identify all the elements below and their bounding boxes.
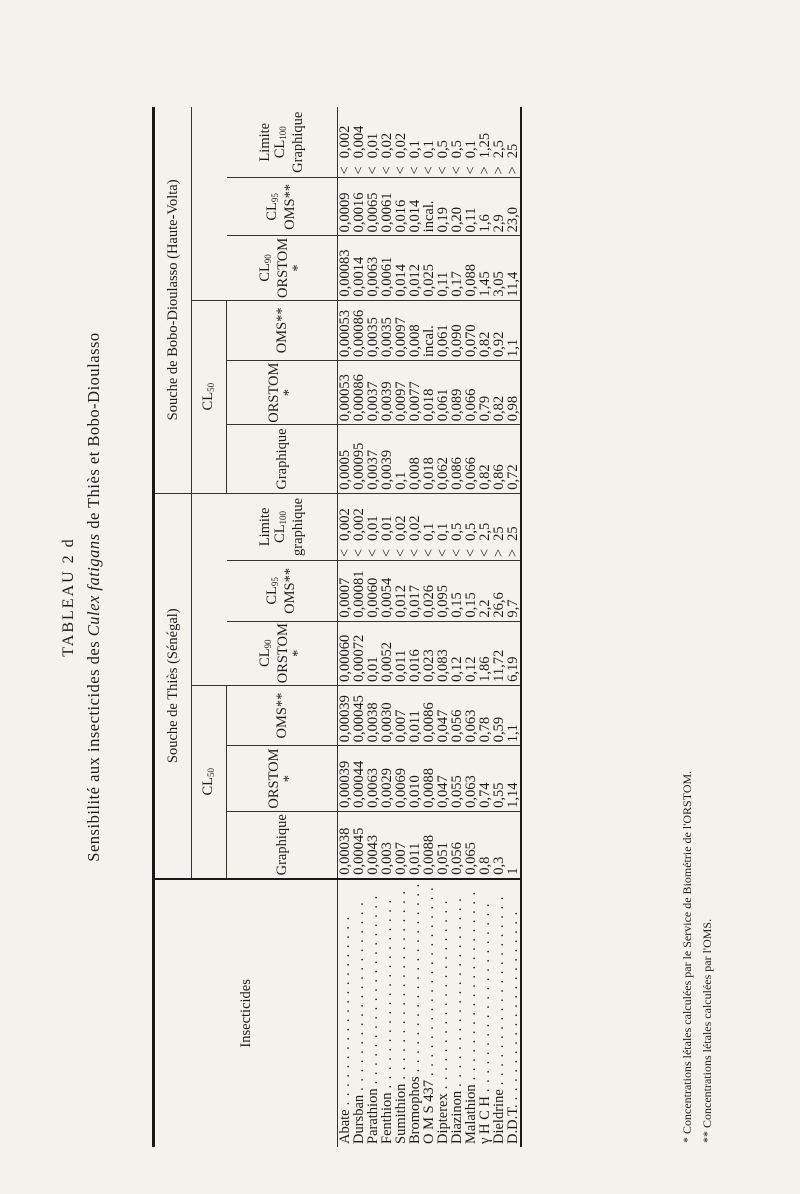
cell: 0,061	[435, 324, 451, 358]
cell: 0,0007	[337, 577, 353, 618]
cell: 0,011	[393, 649, 409, 682]
cell: 0,11	[435, 271, 451, 297]
cell: 0,20	[449, 206, 465, 233]
cell: 0,0035	[379, 317, 395, 358]
cell: 11,72	[491, 649, 507, 682]
cell: <	[393, 166, 409, 175]
cell: 0,15	[449, 592, 465, 618]
cell: 0,0035	[365, 317, 381, 358]
cell: <	[337, 166, 353, 175]
cell: 0,15	[463, 592, 479, 618]
cell: 0,12	[449, 656, 465, 682]
cell: Diazinon . . . . . . . . . . . . . . . . . . . . .	[449, 897, 465, 1144]
cell: 0,016	[407, 649, 423, 682]
cell: 0,00039	[337, 695, 353, 743]
cell: 0,047	[435, 775, 451, 808]
bobo-cl50-oms-values	[338, 300, 522, 360]
table-subtitle: Sensibilité aux insecticides des Culex fatigans de Thiès et Bobo-Dioulasso	[84, 332, 103, 862]
bobo-col-orstom: ORSTOM *	[227, 361, 338, 425]
cell: <	[365, 548, 381, 558]
cell: 0,82	[477, 464, 493, 490]
cell: 0,007	[393, 709, 409, 743]
bobo-limite-values	[338, 107, 522, 178]
cell: 1,6	[477, 214, 493, 233]
cell: 0,017	[407, 584, 423, 618]
cell: Fenthion . . . . . . . . . . . . . . . . . . . . .	[379, 898, 395, 1144]
cell: 1,25	[477, 132, 493, 159]
cell: 0,01	[379, 515, 395, 541]
cell: 1,14	[505, 782, 521, 808]
cell: incal.	[421, 325, 437, 358]
thies-other-header	[192, 493, 227, 685]
cell: 0,02	[407, 515, 423, 541]
cell: 0,063	[463, 775, 479, 808]
thies-col-orstom: ORSTOM *	[227, 746, 338, 812]
cell: 0,00053	[337, 309, 353, 358]
sensitivity-table	[152, 107, 522, 1147]
cell: 0,74	[477, 782, 493, 808]
cell: 0,016	[393, 199, 409, 233]
cell: 0,79	[477, 395, 493, 422]
cell: 0,090	[449, 324, 465, 358]
cell: <	[463, 548, 479, 558]
cell: O M S 437 . . . . . . . . . . . . . . . . . . . . .	[421, 886, 437, 1144]
cell: 0,008	[407, 324, 423, 358]
bobo-limite-symbols	[337, 166, 521, 175]
thies-col-graphique: Graphique	[227, 811, 338, 878]
cell: Malathion . . . . . . . . . . . . . . . . . . . . .	[463, 890, 479, 1144]
cell: 2,2	[477, 599, 493, 618]
cell: <	[393, 548, 409, 558]
footnote-oms: ** Concentrations létales calculées par l'OMS.	[700, 918, 714, 1143]
thies-limite-values	[338, 493, 522, 560]
thies-limite-symbols	[337, 548, 521, 558]
cell: 0,014	[393, 263, 409, 297]
cell: 0,010	[407, 775, 423, 808]
cell: <	[407, 166, 423, 175]
cell: 0,047	[435, 709, 451, 743]
cell: 0,92	[491, 331, 507, 358]
cell: <	[449, 166, 465, 175]
cell: 0,55	[491, 782, 507, 808]
thies-cl50-oms-values	[338, 685, 522, 745]
cell: 0,0054	[379, 577, 395, 618]
cell: 0,0060	[365, 577, 381, 618]
cell: 0,01	[365, 515, 381, 541]
insecticide-names	[338, 879, 522, 1147]
thies-strain-header: Souche de Thiès (Sénégal)	[154, 493, 192, 878]
cell: 0,089	[449, 388, 465, 422]
cell: 0,17	[449, 271, 465, 297]
cell: <	[379, 548, 395, 558]
cell: 0,070	[463, 324, 479, 358]
cell: 0,00083	[337, 249, 353, 297]
cell: 0,062	[435, 457, 451, 490]
cell: 0,0061	[379, 192, 395, 233]
cell: 0,00086	[351, 309, 367, 358]
cell: 0,5	[463, 522, 479, 541]
cell: 0,1	[421, 522, 437, 541]
thies-col-cl90: $CL_{90}$ ORSTOM *	[227, 621, 338, 685]
cell: >	[491, 548, 507, 558]
cell: 25	[491, 526, 507, 541]
cell: 0,5	[449, 522, 465, 541]
cell: 0,01	[365, 656, 381, 682]
cell: 0,0029	[379, 767, 395, 808]
cell: 0,3	[491, 856, 507, 875]
table-title: TABLEAU 2 d	[60, 537, 77, 657]
cell: <	[421, 548, 437, 558]
cell: 0,0077	[407, 381, 423, 422]
bobo-other-header	[192, 107, 227, 300]
cell: Abate . . . . . . . . . . . . . . . . . . . . .	[337, 915, 353, 1144]
cell: 0,1	[435, 522, 451, 541]
cell: 0,014	[407, 199, 423, 233]
cell: 0,98	[505, 395, 521, 422]
cell: Dipterex . . . . . . . . . . . . . . . . . . . . .	[435, 899, 451, 1144]
footnote-orstom: * Concentrations létales calculées par le Service de Biométrie de l'ORSTOM.	[680, 770, 694, 1143]
cell: 0,0014	[351, 256, 367, 297]
cell: 1	[505, 867, 521, 875]
cell: 0,002	[337, 125, 353, 159]
thies-limite-numbers	[337, 508, 521, 541]
rotated-page	[40, 47, 760, 1147]
cell: <	[337, 548, 353, 558]
cell: 0,018	[421, 388, 437, 422]
cell: 0,82	[477, 331, 493, 358]
thies-cl50-graphique-values	[338, 811, 522, 878]
cell: 0,78	[477, 716, 493, 743]
cell: Parathion . . . . . . . . . . . . . . . . . . . . .	[365, 894, 381, 1144]
cell: 0,00095	[351, 442, 367, 490]
bobo-cl95-oms-values	[338, 178, 522, 236]
cell: 0,00038	[337, 827, 353, 875]
cell: 0,0043	[365, 834, 381, 875]
cell: <	[351, 548, 367, 558]
cell: 0,02	[393, 132, 409, 159]
bobo-col-graphique: Graphique	[227, 425, 338, 493]
cell: >	[477, 166, 493, 175]
bobo-cl90-orstom-values	[338, 236, 522, 300]
cell: 0,0038	[365, 702, 381, 743]
cell: <	[435, 166, 451, 175]
cell: 2,5	[491, 140, 507, 159]
bobo-strain-header: Souche de Bobo-Dioulasso (Haute-Volta)	[154, 107, 192, 493]
cell: <	[449, 548, 465, 558]
cell: 0,066	[463, 457, 479, 490]
cell: 0,0063	[365, 767, 381, 808]
cell: 0,0039	[379, 449, 395, 490]
cell: Dursban . . . . . . . . . . . . . . . . . . . . .	[351, 901, 367, 1144]
cell: 0,72	[505, 464, 521, 490]
cell: 0,00044	[351, 760, 367, 808]
cell: 0,063	[463, 709, 479, 743]
cell: <	[351, 166, 367, 175]
cell: 0,025	[421, 263, 437, 297]
cell: 0,061	[435, 388, 451, 422]
cell: 26,6	[491, 592, 507, 618]
cell: 0,0097	[393, 317, 409, 358]
cell: <	[379, 166, 395, 175]
cell: 0,023	[421, 649, 437, 682]
bobo-col-limite: Limite $CL_{100}$ Graphique	[227, 107, 338, 178]
cell: 0,0086	[421, 702, 437, 743]
cell: D.D.T. . . . . . . . . . . . . . . . . . . . . .	[505, 910, 521, 1144]
cell: 0,026	[421, 584, 437, 618]
cell: <	[365, 166, 381, 175]
cell: 0,0097	[393, 381, 409, 422]
thies-cl50-orstom-values	[338, 746, 522, 812]
species-name: Culex fatigans	[84, 533, 103, 637]
cell: 0,002	[351, 508, 367, 541]
cell: 0,0088	[421, 767, 437, 808]
cell: >	[505, 166, 521, 175]
cell: 0,0052	[379, 641, 395, 682]
cell: 0,02	[393, 515, 409, 541]
cell: 0,00072	[351, 634, 367, 682]
cell: 0,011	[407, 710, 423, 743]
cell: 3,05	[491, 271, 507, 297]
cell: 0,083	[435, 649, 451, 682]
cell: 0,00045	[351, 695, 367, 743]
bobo-col-oms: OMS**	[227, 300, 338, 360]
cell: 0,5	[435, 140, 451, 159]
col-insecticides-header: Insecticides	[154, 879, 338, 1147]
cell: 0,0069	[393, 767, 409, 808]
cell: 0,0063	[365, 256, 381, 297]
cell: 0,8	[477, 856, 493, 875]
cell: 0,0009	[337, 192, 353, 233]
cell: 0,0039	[379, 381, 395, 422]
cell: 0,00039	[337, 760, 353, 808]
cell: 0,0005	[337, 449, 353, 490]
cell: 0,011	[407, 842, 423, 875]
cell: 0,01	[365, 132, 381, 159]
cell: 0,11	[463, 207, 479, 233]
cell: 0,0065	[365, 192, 381, 233]
cell: 6,19	[505, 656, 521, 682]
cell: 0,00045	[351, 827, 367, 875]
bobo-cl50-orstom-values	[338, 361, 522, 425]
cell: 0,065	[463, 842, 479, 875]
cell: <	[463, 166, 479, 175]
cell: 0,066	[463, 388, 479, 422]
bobo-col-cl90: $CL_{90}$ ORSTOM *	[227, 236, 338, 300]
cell: 25	[505, 143, 521, 159]
cell: Dieldrine . . . . . . . . . . . . . . . . . . . . .	[491, 895, 507, 1144]
cell: 0,0037	[365, 381, 381, 422]
cell: 0,012	[407, 263, 423, 297]
cell: 0,051	[435, 842, 451, 875]
cell: 0,056	[449, 709, 465, 743]
cell: 0,59	[491, 716, 507, 743]
cell: 0,095	[435, 584, 451, 618]
cell: <	[435, 548, 451, 558]
cell: γ H C H . . . . . . . . . . . . . . . . . . . . .	[477, 902, 493, 1144]
cell: 0,5	[449, 140, 465, 159]
cell: 0,1	[407, 140, 423, 159]
cell: 1,1	[505, 724, 521, 743]
thies-cl95-oms-values	[338, 561, 522, 621]
cell: 0,0061	[379, 256, 395, 297]
cell: 0,0030	[379, 702, 395, 743]
cell: >	[505, 548, 521, 558]
cell: <	[407, 548, 423, 558]
cell: 0,007	[393, 842, 409, 875]
cell: 9,7	[505, 599, 521, 618]
cell: 0,003	[379, 842, 395, 875]
cell: 0,1	[421, 140, 437, 159]
cell: >	[491, 166, 507, 175]
cell: 0,12	[463, 656, 479, 682]
cell: 0,0016	[351, 192, 367, 233]
cell: 23,0	[505, 206, 521, 233]
cell: 0,00081	[351, 570, 367, 618]
cell: 0,012	[393, 584, 409, 618]
thies-cl90-orstom-values	[338, 621, 522, 685]
cell: 11,4	[505, 271, 521, 297]
thies-col-cl95: $CL_{95}$ OMS**	[227, 561, 338, 621]
bobo-cl50-graphique-values	[338, 425, 522, 493]
cell: 0,00086	[351, 374, 367, 422]
cell: 0,0088	[421, 834, 437, 875]
cell: 0,02	[379, 132, 395, 159]
cell: 0,82	[491, 395, 507, 422]
cell: 2,5	[477, 522, 493, 541]
cell: 1,45	[477, 271, 493, 297]
cell: 0,1	[463, 140, 479, 159]
cell: incal.	[421, 200, 437, 233]
cell: 0,00060	[337, 634, 353, 682]
cell: 0,086	[449, 457, 465, 490]
cell: Sumithion . . . . . . . . . . . . . . . . . . . . .	[393, 889, 409, 1144]
thies-cl50-header: $CL_{50}$	[192, 685, 227, 878]
cell: 0,018	[421, 457, 437, 490]
thies-col-limite: Limite $CL_{100}$ graphique	[227, 493, 338, 560]
cell: 0,0037	[365, 449, 381, 490]
cell: <	[477, 548, 493, 558]
cell: 0,002	[337, 508, 353, 541]
cell: 0,19	[435, 206, 451, 233]
cell: 0,088	[463, 263, 479, 297]
cell: 0,056	[449, 842, 465, 875]
thies-col-oms: OMS**	[227, 685, 338, 745]
cell: 1,86	[477, 656, 493, 682]
bobo-cl50-header: $CL_{50}$	[192, 300, 227, 493]
cell: <	[421, 166, 437, 175]
cell: 25	[505, 526, 521, 541]
cell: 1,1	[505, 338, 521, 358]
cell: 0,055	[449, 775, 465, 808]
cell: 0,00053	[337, 374, 353, 422]
cell: 2,9	[491, 214, 507, 233]
cell: Bromophos . . . . . . . . . . . . . . . . . . . . .	[407, 882, 423, 1144]
bobo-col-cl95: $CL_{95}$ OMS**	[227, 178, 338, 236]
cell: 0,86	[491, 464, 507, 490]
cell: 0,1	[393, 471, 409, 490]
bobo-limite-numbers	[337, 125, 521, 159]
cell: 0,004	[351, 125, 367, 159]
cell: 0,008	[407, 457, 423, 490]
